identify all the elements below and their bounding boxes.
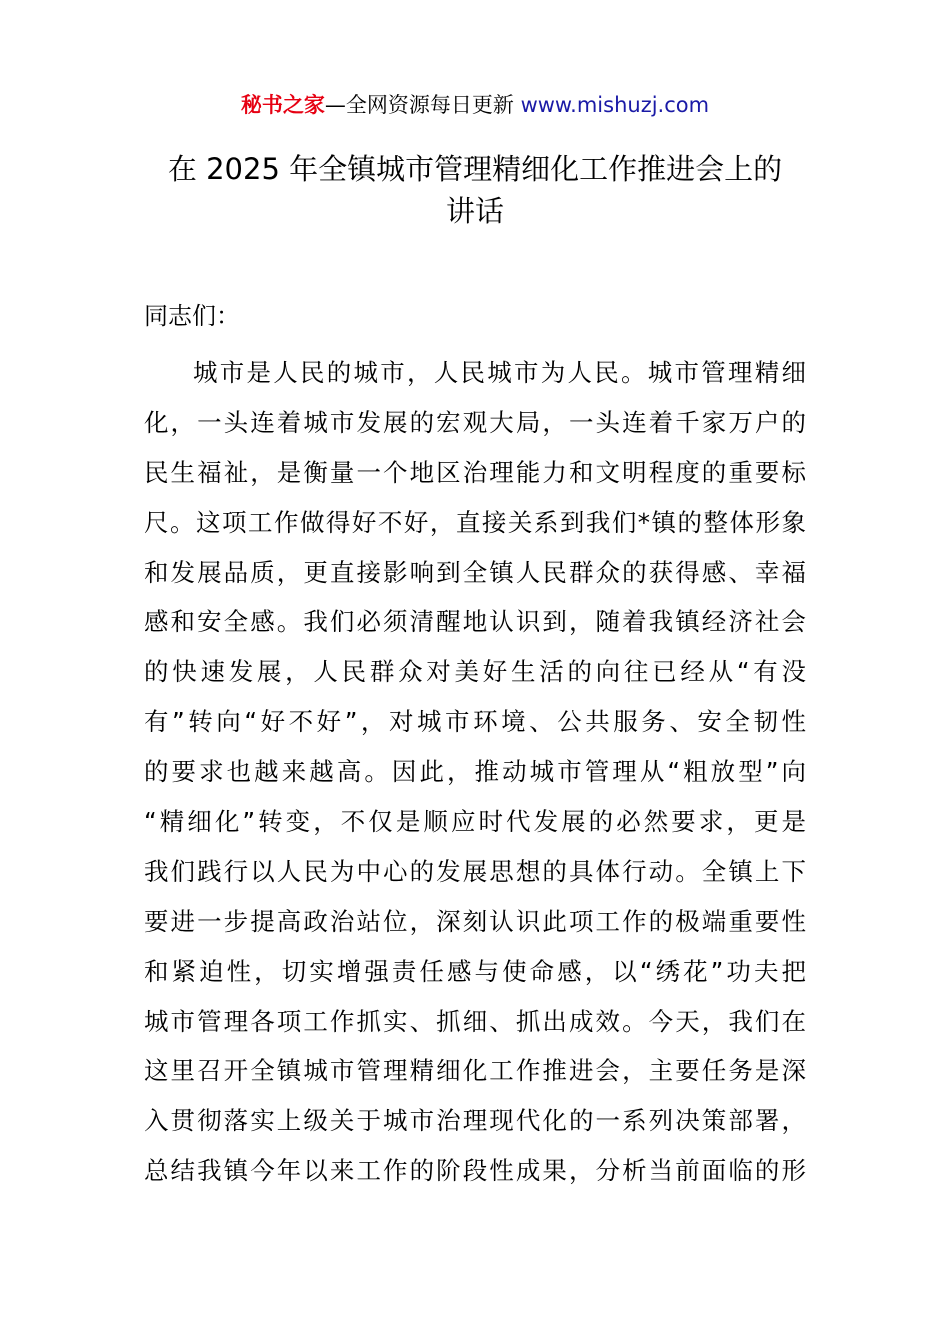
body-paragraph [144,348,806,1196]
paragraph-line: 入贯彻落实上级关于城市治理现代化的一系列决策部署， [144,1106,806,1136]
header-separator: — [324,93,346,117]
document-title [140,148,810,232]
site-header [0,88,950,122]
paragraph-line: 要进一步提高政治站位，深刻认识此项工作的极端重要性 [144,906,806,936]
paragraph-line: “精细化”转变，不仅是顺应时代发展的必然要求，更是 [144,807,806,837]
paragraph-line: 总结我镇今年以来工作的阶段性成果，分析当前面临的形 [144,1156,806,1186]
paragraph-line: 和紧迫性，切实增强责任感与使命感，以“绣花”功夫把 [144,956,806,986]
paragraph-line: 化，一头连着城市发展的宏观大局，一头连着千家万户的 [144,407,806,437]
paragraph-line: 我们践行以人民为中心的发展思想的具体行动。全镇上下 [144,856,806,886]
title-line-1: 在 2025 年全镇城市管理精细化工作推进会上的 [167,152,783,186]
brand-name: 秘书之家 [240,93,325,117]
header-tagline: 全网资源每日更新 [345,93,514,117]
paragraph-line: 的快速发展，人民群众对美好生活的向往已经从“有没 [144,657,806,687]
paragraph-line: 城市是人民的城市，人民城市为人民。城市管理精细 [193,358,806,387]
paragraph-line: 感和安全感。我们必须清醒地认识到，随着我镇经济社会 [144,607,806,637]
title-line-2: 讲话 [445,194,504,228]
paragraph-line: 民生福祉，是衡量一个地区治理能力和文明程度的重要标 [144,457,806,487]
paragraph-line: 的要求也越来越高。因此，推动城市管理从“粗放型”向 [144,757,806,787]
paragraph-line: 有”转向“好不好”，对城市环境、公共服务、安全韧性 [144,707,806,737]
site-url-link[interactable]: www.mishuzj.com [520,93,710,117]
paragraph-line: 这里召开全镇城市管理精细化工作推进会，主要任务是深 [144,1056,806,1086]
salutation: 同志们： [144,302,240,330]
paragraph-line: 城市管理各项工作抓实、抓细、抓出成效。今天，我们在 [144,1006,806,1036]
paragraph-line: 尺。这项工作做得好不好，直接关系到我们*镇的整体形象 [144,507,806,537]
paragraph-line: 和发展品质，更直接影响到全镇人民群众的获得感、幸福 [144,557,806,587]
